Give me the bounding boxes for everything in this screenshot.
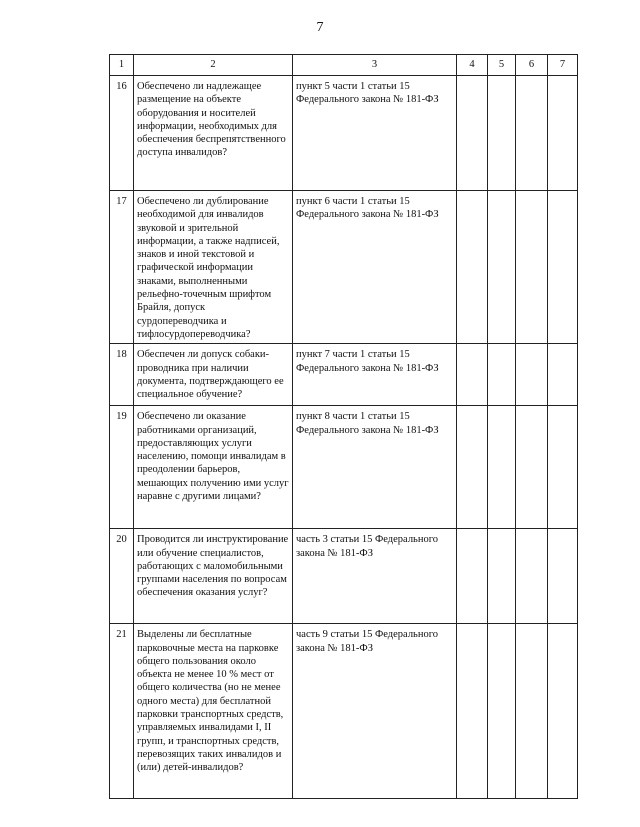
row-number: 21 [110, 624, 134, 799]
answer-cell[interactable] [516, 344, 548, 406]
answer-cell[interactable] [457, 344, 488, 406]
column-header: 2 [134, 55, 293, 76]
question-cell: Обеспечено ли оказание работниками организаций, предоставляющих услуги населению, помощи инвалидам в преодолении барьеров, мешающих получению ими услуг наравне с другими лицами? [134, 406, 293, 529]
answer-cell[interactable] [457, 529, 488, 624]
column-header: 4 [457, 55, 488, 76]
column-header: 1 [110, 55, 134, 76]
question-cell: Выделены ли бесплатные парковочные места на парковке общего пользования около объекта не менее 10 % мест от общего количества (но не менее одного места) для бесплатной парковки транспортных средств, управляемых инвалидами I, II групп, и транспортных средств, перевозящих таких инвалидов и (или) детей-инвалидов? [134, 624, 293, 799]
column-header: 5 [488, 55, 516, 76]
answer-cell[interactable] [457, 406, 488, 529]
question-cell: Обеспечено ли надлежащее размещение на объекте оборудования и носителей информации, необходимых для обеспечения беспрепятственного доступа инвалидов? [134, 76, 293, 191]
reference-cell: часть 3 статьи 15 Федерального закона № 181-ФЗ [293, 529, 457, 624]
answer-cell[interactable] [457, 191, 488, 344]
checklist-table [109, 54, 578, 799]
answer-cell[interactable] [516, 191, 548, 344]
table-row [110, 191, 578, 344]
answer-cell[interactable] [457, 624, 488, 799]
answer-cell[interactable] [516, 624, 548, 799]
reference-cell: часть 9 статьи 15 Федерального закона № 181-ФЗ [293, 624, 457, 799]
answer-cell[interactable] [548, 344, 578, 406]
row-number: 19 [110, 406, 134, 529]
table-row [110, 624, 578, 799]
column-header: 6 [516, 55, 548, 76]
answer-cell[interactable] [488, 344, 516, 406]
reference-cell: пункт 6 части 1 статьи 15 Федерального закона № 181-ФЗ [293, 191, 457, 344]
table-row [110, 344, 578, 406]
answer-cell[interactable] [488, 191, 516, 344]
row-number: 18 [110, 344, 134, 406]
answer-cell[interactable] [488, 76, 516, 191]
answer-cell[interactable] [516, 406, 548, 529]
column-header: 3 [293, 55, 457, 76]
answer-cell[interactable] [548, 76, 578, 191]
reference-cell: пункт 5 части 1 статьи 15 Федерального закона № 181-ФЗ [293, 76, 457, 191]
row-number: 17 [110, 191, 134, 344]
question-cell: Обеспечен ли допуск собаки-проводника при наличии документа, подтверждающего ее специальное обучение? [134, 344, 293, 406]
answer-cell[interactable] [548, 191, 578, 344]
question-cell: Обеспечено ли дублирование необходимой для инвалидов звуковой и зрительной информации, а также надписей, знаков и иной текстовой и графической информации знаками, выполненными рельефно-точечным шрифтом Брайля, допуск сурдопереводчика и тифлосурдопереводчика? [134, 191, 293, 344]
answer-cell[interactable] [516, 529, 548, 624]
answer-cell[interactable] [548, 529, 578, 624]
question-cell: Проводится ли инструктирование или обучение специалистов, работающих с маломобильными группами населения по вопросам обеспечения оказания услуг? [134, 529, 293, 624]
answer-cell[interactable] [548, 406, 578, 529]
page-number: 7 [316, 20, 324, 35]
answer-cell[interactable] [488, 529, 516, 624]
table-row [110, 76, 578, 191]
reference-cell: пункт 8 части 1 статьи 15 Федерального закона № 181-ФЗ [293, 406, 457, 529]
answer-cell[interactable] [516, 76, 548, 191]
table-row [110, 406, 578, 529]
table-header-row [110, 55, 578, 76]
answer-cell[interactable] [488, 406, 516, 529]
column-header: 7 [548, 55, 578, 76]
answer-cell[interactable] [488, 624, 516, 799]
row-number: 16 [110, 76, 134, 191]
answer-cell[interactable] [457, 76, 488, 191]
table-row [110, 529, 578, 624]
answer-cell[interactable] [548, 624, 578, 799]
row-number: 20 [110, 529, 134, 624]
reference-cell: пункт 7 части 1 статьи 15 Федерального закона № 181-ФЗ [293, 344, 457, 406]
